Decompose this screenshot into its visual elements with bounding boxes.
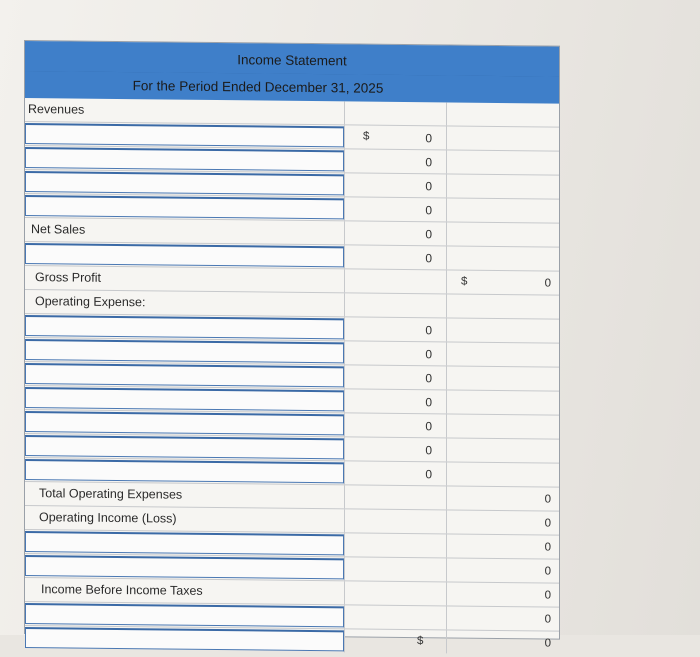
revenues-c2 (345, 101, 447, 125)
income-before-taxes-label: Income Before Income Taxes (25, 578, 345, 604)
other-input-cell-1 (25, 530, 345, 556)
net-income-line (25, 626, 559, 655)
op-expense-amount-3: 0 (425, 371, 432, 386)
gross-profit-cell (447, 270, 559, 294)
net-income-account-input[interactable] (25, 627, 344, 651)
revenue-input-cell-3 (25, 170, 345, 196)
op-expense-amount-cell-3 (345, 365, 447, 389)
revenue-amount-1: 0 (425, 131, 432, 146)
income-before-taxes-amount: 0 (544, 589, 551, 602)
operating-expense-c2 (345, 293, 447, 317)
net-income-amount-cell (447, 630, 559, 654)
tax-amount: 0 (544, 613, 551, 626)
op-expense-amount-cell-5 (345, 413, 447, 437)
other-amount-2: 0 (544, 565, 551, 578)
cost-amount-cell (345, 245, 447, 269)
op-expense-amount-cell-7 (345, 461, 447, 485)
revenues-label: Revenues (25, 98, 345, 124)
op-expense-amount-7: 0 (425, 467, 432, 482)
revenue-amount-2: 0 (425, 155, 432, 170)
revenue-amount-cell-2 (345, 149, 447, 173)
operating-income-label: Operating Income (Loss) (25, 506, 345, 532)
op-expense-input-cell-5 (25, 410, 345, 436)
op-expense-amount-2: 0 (425, 347, 432, 362)
net-sales-amount: 0 (425, 227, 432, 242)
op-expense-input-cell-1 (25, 314, 345, 340)
cost-input-cell (25, 242, 345, 268)
other-amount-cell-1 (447, 534, 559, 558)
revenue-input-cell-2 (25, 146, 345, 172)
income-before-taxes-c2 (345, 581, 447, 605)
statement-title: Income Statement (25, 41, 559, 78)
gross-profit-dollar-sign: $ (461, 275, 468, 288)
gross-profit-c2 (345, 269, 447, 293)
revenue-account-input-3[interactable] (25, 171, 344, 195)
op-expense-input-1[interactable] (25, 315, 344, 339)
op-expense-input-3[interactable] (25, 363, 344, 387)
total-operating-expenses-cell (447, 486, 559, 510)
net-sales-label: Net Sales (25, 218, 345, 244)
tax-c2 (345, 605, 447, 629)
income-before-taxes-cell (447, 582, 559, 606)
other-amount-1: 0 (544, 541, 551, 554)
revenue-dollar-sign: $ (363, 130, 370, 143)
op-expense-amount-1: 0 (425, 323, 432, 338)
op-expense-input-cell-2 (25, 338, 345, 364)
other-amount-cell-2 (447, 558, 559, 582)
op-expense-amount-cell-1 (345, 317, 447, 341)
income-statement-table (24, 40, 560, 650)
other-account-input-1[interactable] (25, 531, 344, 555)
other-c2-1 (345, 533, 447, 557)
op-expense-amount-5: 0 (425, 419, 432, 434)
revenue-amount-3: 0 (425, 179, 432, 194)
operating-income-cell (447, 510, 559, 534)
op-expense-input-5[interactable] (25, 411, 344, 435)
operating-expense-label: Operating Expense: (25, 290, 345, 316)
op-expense-input-4[interactable] (25, 387, 344, 411)
revenue-input-cell-1 (25, 122, 345, 148)
tax-account-input[interactable] (25, 603, 344, 627)
op-expense-input-cell-6 (25, 434, 345, 460)
op-expense-amount-cell-4 (345, 389, 447, 413)
total-operating-expenses-label: Total Operating Expenses (25, 482, 345, 508)
cost-amount: 0 (425, 251, 432, 266)
net-income-c2 (345, 629, 447, 653)
net-income-input-cell (25, 626, 345, 652)
net-sales-cell (345, 221, 447, 245)
gross-profit-amount: 0 (544, 277, 551, 290)
op-expense-amount-4: 0 (425, 395, 432, 410)
op-expense-amount-cell-6 (345, 437, 447, 461)
revenue-account-input-1[interactable] (25, 123, 344, 147)
op-expense-input-cell-7 (25, 458, 345, 484)
operating-income-c2 (345, 509, 447, 533)
cost-account-input[interactable] (25, 243, 344, 267)
revenue-input-cell-4 (25, 194, 345, 220)
revenue-amount-4: 0 (425, 203, 432, 218)
total-operating-expenses-c2 (345, 485, 447, 509)
revenue-amount-cell-4 (345, 197, 447, 221)
op-expense-input-7[interactable] (25, 459, 344, 483)
op-expense-input-6[interactable] (25, 435, 344, 459)
revenue-account-input-2[interactable] (25, 147, 344, 171)
total-operating-expenses-amount: 0 (544, 493, 551, 506)
op-expense-input-cell-3 (25, 362, 345, 388)
net-income-amount: 0 (544, 637, 551, 650)
other-c2-2 (345, 557, 447, 581)
other-account-input-2[interactable] (25, 555, 344, 579)
revenue-amount-cell-3 (345, 173, 447, 197)
op-expense-amount-cell-2 (345, 341, 447, 365)
net-income-dollar-sign: $ (417, 635, 424, 648)
op-expense-amount-6: 0 (425, 443, 432, 458)
revenue-account-input-4[interactable] (25, 195, 344, 219)
revenue-amount-cell-1 (345, 125, 447, 149)
op-expense-input-2[interactable] (25, 339, 344, 363)
operating-income-amount: 0 (544, 517, 551, 530)
other-input-cell-2 (25, 554, 345, 580)
tax-input-cell (25, 602, 345, 628)
tax-amount-cell (447, 606, 559, 630)
op-expense-input-cell-4 (25, 386, 345, 412)
statement-period-text: For the Period Ended December 31, 2025 (132, 78, 384, 96)
gross-profit-label: Gross Profit (25, 266, 345, 292)
